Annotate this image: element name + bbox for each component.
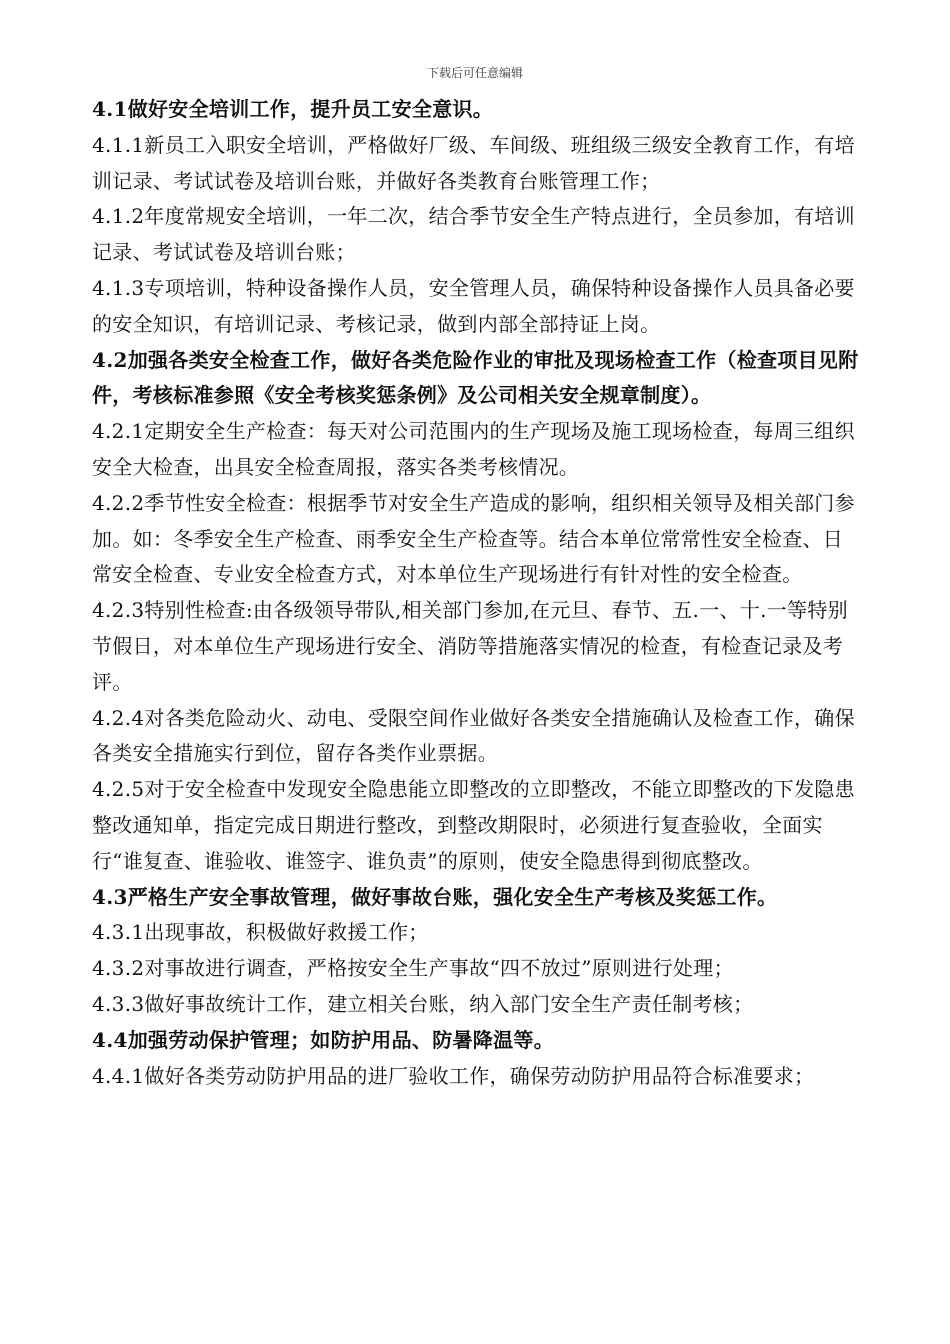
paragraph-4-3-2: 4.3.2对事故进行调查，严格按安全生产事故“四不放过”原则进行处理；	[92, 956, 734, 981]
section-heading-4-4: 4.4加强劳动保护管理；如防护用品、防暑降温等。	[92, 1027, 554, 1052]
paragraph-4-1-3: 4.1.3专项培训，特种设备操作人员，安全管理人员，确保特种设备操作人员具备必要的安全知识，有培训记录、考核记录，做到内部全部持证上岗。	[92, 275, 855, 336]
paragraph-4-4-1: 4.4.1做好各类劳动防护用品的进厂验收工作，确保劳动防护用品符合标准要求；	[92, 1063, 815, 1088]
section-heading-4-3: 4.3严格生产安全事故管理，做好事故台账，强化安全生产考核及奖惩工作。	[92, 884, 778, 909]
paragraph-4-1-2: 4.1.2年度常规安全培训，一年二次，结合季节安全生产特点进行，全员参加，有培训记录、考试试卷及培训台账；	[92, 204, 855, 265]
paragraph-4-2-4: 4.2.4对各类危险动火、动电、受限空间作业做好各类安全措施确认及检查工作，确保各类安全措施实行到位，留存各类作业票据。	[92, 705, 855, 766]
document-body	[92, 92, 860, 1094]
paragraph-4-2-3: 4.2.3特别性检查:由各级领导带队,相关部门参加,在元旦、春节、五.一、十.一等特别节假日，对本单位生产现场进行安全、消防等措施落实情况的检查，有检查记录及考评。	[92, 598, 848, 694]
paragraph-4-3-1: 4.3.1出现事故，积极做好救援工作；	[92, 920, 429, 945]
section-heading-4-1: 4.1做好安全培训工作，提升员工安全意识。	[92, 97, 494, 121]
paragraph-4-2-5: 4.2.5对于安全检查中发现安全隐患能立即整改的立即整改，不能立即整改的下发隐患整改通知单，指定完成日期进行整改，到整改期限时，必须进行复查验收，全面实行“谁复查、谁验收、谁签字、谁负责”的原则，使安全隐患得到彻底整改。	[92, 777, 855, 873]
section-heading-4-2: 4.2加强各类安全检查工作，做好各类危险作业的审批及现场检查工作（检查项目见附件，考核标准参照《安全考核奖惩条例》及公司相关安全规章制度）。	[92, 347, 859, 408]
paragraph-4-2-1: 4.2.1定期安全生产检查：每天对公司范围内的生产现场及施工现场检查，每周三组织安全大检查，出具安全检查周报，落实各类考核情况。	[92, 419, 855, 479]
paragraph-4-1-1: 4.1.1新员工入职安全培训，严格做好厂级、车间级、班组级三级安全教育工作，有培训记录、考试试卷及培训台账，并做好各类教育台账管理工作；	[92, 132, 855, 193]
page-header: 下载后可任意编辑	[426, 66, 523, 80]
paragraph-4-2-2: 4.2.2季节性安全检查：根据季节对安全生产造成的影响，组织相关领导及相关部门参加。如：冬季安全生产检查、雨季安全生产检查等。结合本单位常常性安全检查、日常安全检查、专业安全检查方式，对本单位生产现场进行有针对性的安全检查。	[92, 490, 855, 587]
paragraph-4-3-3: 4.3.3做好事故统计工作，建立相关台账，纳入部门安全生产责任制考核；	[92, 991, 754, 1016]
